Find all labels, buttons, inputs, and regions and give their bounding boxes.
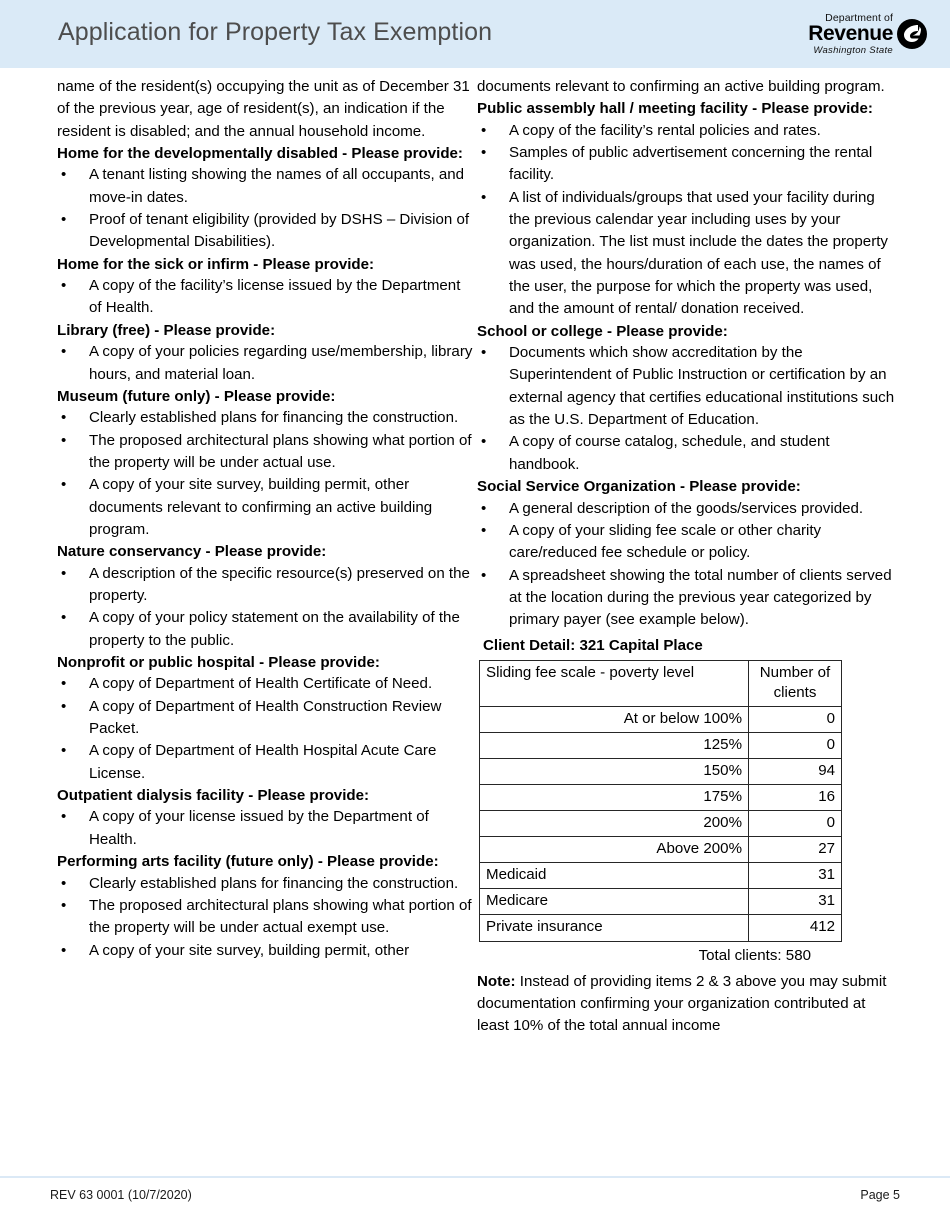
bullet-list-outpatient-dialysis — [57, 806, 475, 851]
list-item — [61, 940, 475, 962]
list-item-text: A copy of your license issued by the Department of Health. — [89, 808, 429, 848]
bullet-icon: • — [61, 476, 67, 494]
list-item-text: A general description of the goods/services provided. — [509, 499, 864, 517]
list-item-text: A copy of the facility’s license issued by the Department of Health. — [89, 277, 461, 317]
list-item-text: A copy of course catalog, schedule, and student handbook. — [509, 433, 830, 473]
table-row — [480, 785, 842, 811]
list-item — [61, 895, 475, 940]
page-title: Application for Property Tax Exemption — [58, 18, 493, 46]
section-heading-social-service: Social Service Organization - Please provide: — [477, 478, 801, 496]
bullet-icon: • — [61, 277, 67, 295]
agency-logo — [793, 8, 928, 60]
list-item-text: Proof of tenant eligibility (provided by DSHS – Division of Developmental Disabilities). — [89, 211, 470, 251]
section-heading-home-sick-infirm: Home for the sick or infirm - Please provide: — [57, 255, 375, 273]
bullet-icon: • — [61, 896, 67, 914]
bullet-icon: • — [61, 166, 67, 184]
list-item — [61, 164, 475, 209]
bullet-list-nonprofit-hospital — [57, 673, 475, 785]
bullet-icon: • — [481, 433, 487, 451]
table-row — [480, 811, 842, 837]
section-heading-museum: Museum (future only) - Please provide: — [57, 387, 336, 405]
list-item — [61, 407, 475, 429]
section-heading-nonprofit-hospital: Nonprofit or public hospital - Please provide: — [57, 654, 380, 671]
row-value: 16 — [749, 785, 842, 811]
note-label: Note: — [477, 972, 516, 990]
list-item-text: A description of the specific resource(s) preserved on the property. — [89, 564, 470, 605]
list-item — [481, 565, 897, 632]
row-label: Medicare — [480, 889, 749, 915]
list-item-text: A copy of your site survey, building permit, other — [89, 941, 410, 959]
row-label: 125% — [480, 733, 749, 759]
agency-logo-state: Washington State — [813, 44, 893, 56]
list-item — [61, 696, 475, 741]
row-value: 94 — [749, 759, 842, 785]
row-value: 27 — [749, 837, 842, 863]
table-row — [480, 889, 842, 915]
row-label: Private insurance — [480, 915, 749, 941]
row-value: 0 — [749, 706, 842, 732]
list-item-text: The proposed architectural plans showing what portion of the property will be under actual exempt use. — [89, 896, 472, 937]
table-row — [480, 915, 842, 941]
list-item — [481, 120, 897, 142]
list-item — [481, 142, 897, 187]
list-item-text: A copy of your site survey, building permit, other documents relevant to confirming an active building program. — [89, 476, 433, 538]
list-item-text: Samples of public advertisement concerning the rental facility. — [509, 144, 873, 184]
row-value: 31 — [749, 863, 842, 889]
row-label: 175% — [480, 785, 749, 811]
left-continued-paragraph: name of the resident(s) occupying the unit as of December 31 of the previous year, age of resident(s), an indication if the resident is disabled; and the annual household income. — [57, 78, 470, 140]
list-item — [481, 342, 897, 431]
bullet-list-home-sick-infirm — [57, 275, 475, 320]
bullet-icon: • — [61, 609, 67, 627]
right-continued-paragraph: documents relevant to confirming an active building program. — [477, 78, 885, 95]
bullet-list-home-developmentally-disabled — [57, 164, 475, 253]
list-item-text: Clearly established plans for financing the construction. — [89, 874, 459, 892]
list-item-text: The proposed architectural plans showing what portion of the property will be under actual use. — [89, 431, 472, 471]
bullet-icon: • — [481, 521, 487, 539]
list-item — [61, 474, 475, 541]
bullet-list-school-college — [477, 342, 897, 476]
footer-page-number: Page 5 — [860, 1188, 900, 1202]
list-item-text: A list of individuals/groups that used your facility during the previous calendar year including uses by your organization. The list must include the dates the property was used, the hours/duration of each use, the names of the user, the purpose for which the property was used, and the amount of rental/ donation received. — [509, 188, 888, 318]
footer-form-number: REV 63 0001 (10/7/2020) — [50, 1188, 192, 1202]
column-header-poverty-level: Sliding fee scale - poverty level — [480, 660, 749, 706]
list-item-text: Clearly established plans for financing the construction. — [89, 409, 459, 427]
bullet-icon: • — [61, 564, 67, 582]
row-label: 150% — [480, 759, 749, 785]
list-item — [481, 520, 897, 565]
section-heading-performing-arts: Performing arts facility (future only) - Please provide: — [57, 853, 439, 871]
bullet-icon: • — [61, 409, 67, 427]
list-item — [61, 673, 475, 695]
list-item-text: A tenant listing showing the names of all occupants, and move-in dates. — [89, 166, 465, 206]
table-header-row — [480, 660, 842, 706]
bullet-icon: • — [481, 344, 487, 362]
bullet-icon: • — [61, 808, 67, 826]
note-text: Instead of providing items 2 & 3 above you may submit documentation confirming your organization contributed at least 10% of the total annual income — [477, 972, 887, 1035]
list-item-text: A copy of the facility’s rental policies and rates. — [509, 121, 821, 139]
left-column — [57, 76, 475, 962]
client-detail-table-title: Client Detail: 321 Capital Place — [483, 637, 703, 655]
list-item-text: A spreadsheet showing the total number of clients served at the location during the previous year categorized by primary payer (see example below). — [509, 566, 892, 629]
row-value: 31 — [749, 889, 842, 915]
bullet-icon: • — [61, 343, 67, 361]
footer-divider — [0, 1176, 950, 1178]
table-row — [480, 759, 842, 785]
bullet-icon: • — [61, 211, 67, 229]
bullet-icon: • — [61, 675, 67, 693]
bullet-list-public-assembly-hall — [477, 120, 897, 321]
agency-logo-department: Department of — [825, 11, 893, 24]
list-item-text: A copy of your policy statement on the availability of the property to the public. — [89, 609, 460, 649]
table-row — [480, 706, 842, 732]
list-item — [61, 563, 475, 608]
list-item — [481, 498, 897, 520]
list-item — [481, 431, 897, 476]
row-value: 0 — [749, 733, 842, 759]
row-label: Above 200% — [480, 837, 749, 863]
agency-logo-text — [808, 13, 893, 55]
list-item-text: A copy of your sliding fee scale or other charity care/reduced fee schedule or policy. — [509, 521, 822, 562]
list-item-text: Documents which show accreditation by the Superintendent of Public Instruction or certification by an external agency that certifies educational institutions such as the U.S. Department of Education. — [509, 344, 895, 429]
bullet-icon: • — [61, 697, 67, 715]
section-heading-public-assembly-hall: Public assembly hall / meeting facility - Please provide: — [477, 100, 873, 118]
bullet-list-social-service — [477, 498, 897, 632]
row-value: 412 — [749, 915, 842, 941]
section-heading-library: Library (free) - Please provide: — [57, 321, 276, 339]
section-heading-outpatient-dialysis: Outpatient dialysis facility - Please provide: — [57, 787, 370, 805]
list-item — [61, 806, 475, 851]
section-heading-nature-conservancy: Nature conservancy - Please provide: — [57, 543, 327, 561]
revenue-swirl-icon — [896, 18, 928, 50]
bullet-list-museum — [57, 407, 475, 541]
right-column — [477, 76, 897, 1038]
list-item — [61, 209, 475, 254]
client-detail-table — [479, 660, 842, 942]
total-clients-line: Total clients: 580 — [698, 946, 811, 964]
bullet-icon: • — [481, 499, 487, 517]
section-heading-home-developmentally-disabled: Home for the developmentally disabled - Please provide: — [57, 144, 463, 162]
bullet-list-nature-conservancy — [57, 563, 475, 652]
agency-logo-revenue: Revenue — [808, 22, 893, 46]
bullet-icon: • — [61, 431, 67, 449]
bullet-icon: • — [481, 144, 487, 162]
table-row — [480, 863, 842, 889]
bullet-icon: • — [481, 121, 487, 139]
list-item — [61, 607, 475, 652]
bullet-icon: • — [61, 874, 67, 892]
table-row — [480, 837, 842, 863]
list-item — [61, 740, 475, 785]
bullet-icon: • — [61, 742, 67, 760]
row-label: Medicaid — [480, 863, 749, 889]
list-item-text: A copy of Department of Health Construction Review Packet. — [89, 697, 442, 738]
list-item-text: A copy of your policies regarding use/membership, library hours, and material loan. — [89, 343, 473, 383]
list-item — [61, 430, 475, 475]
list-item — [61, 873, 475, 895]
list-item — [61, 275, 475, 320]
bullet-icon: • — [61, 941, 67, 959]
bullet-list-library — [57, 341, 475, 386]
row-value: 0 — [749, 811, 842, 837]
bullet-list-performing-arts — [57, 873, 475, 962]
bullet-icon: • — [481, 566, 487, 584]
list-item — [481, 187, 897, 321]
list-item — [61, 341, 475, 386]
bullet-icon: • — [481, 188, 487, 206]
section-heading-school-college: School or college - Please provide: — [477, 322, 728, 340]
table-row — [480, 733, 842, 759]
list-item-text: A copy of Department of Health Hospital Acute Care License. — [89, 742, 437, 782]
row-label: At or below 100% — [480, 706, 749, 732]
row-label: 200% — [480, 811, 749, 837]
column-header-number-of-clients: Number of clients — [749, 660, 842, 706]
list-item-text: A copy of Department of Health Certificate of Need. — [89, 675, 433, 693]
note-block — [477, 971, 897, 1038]
